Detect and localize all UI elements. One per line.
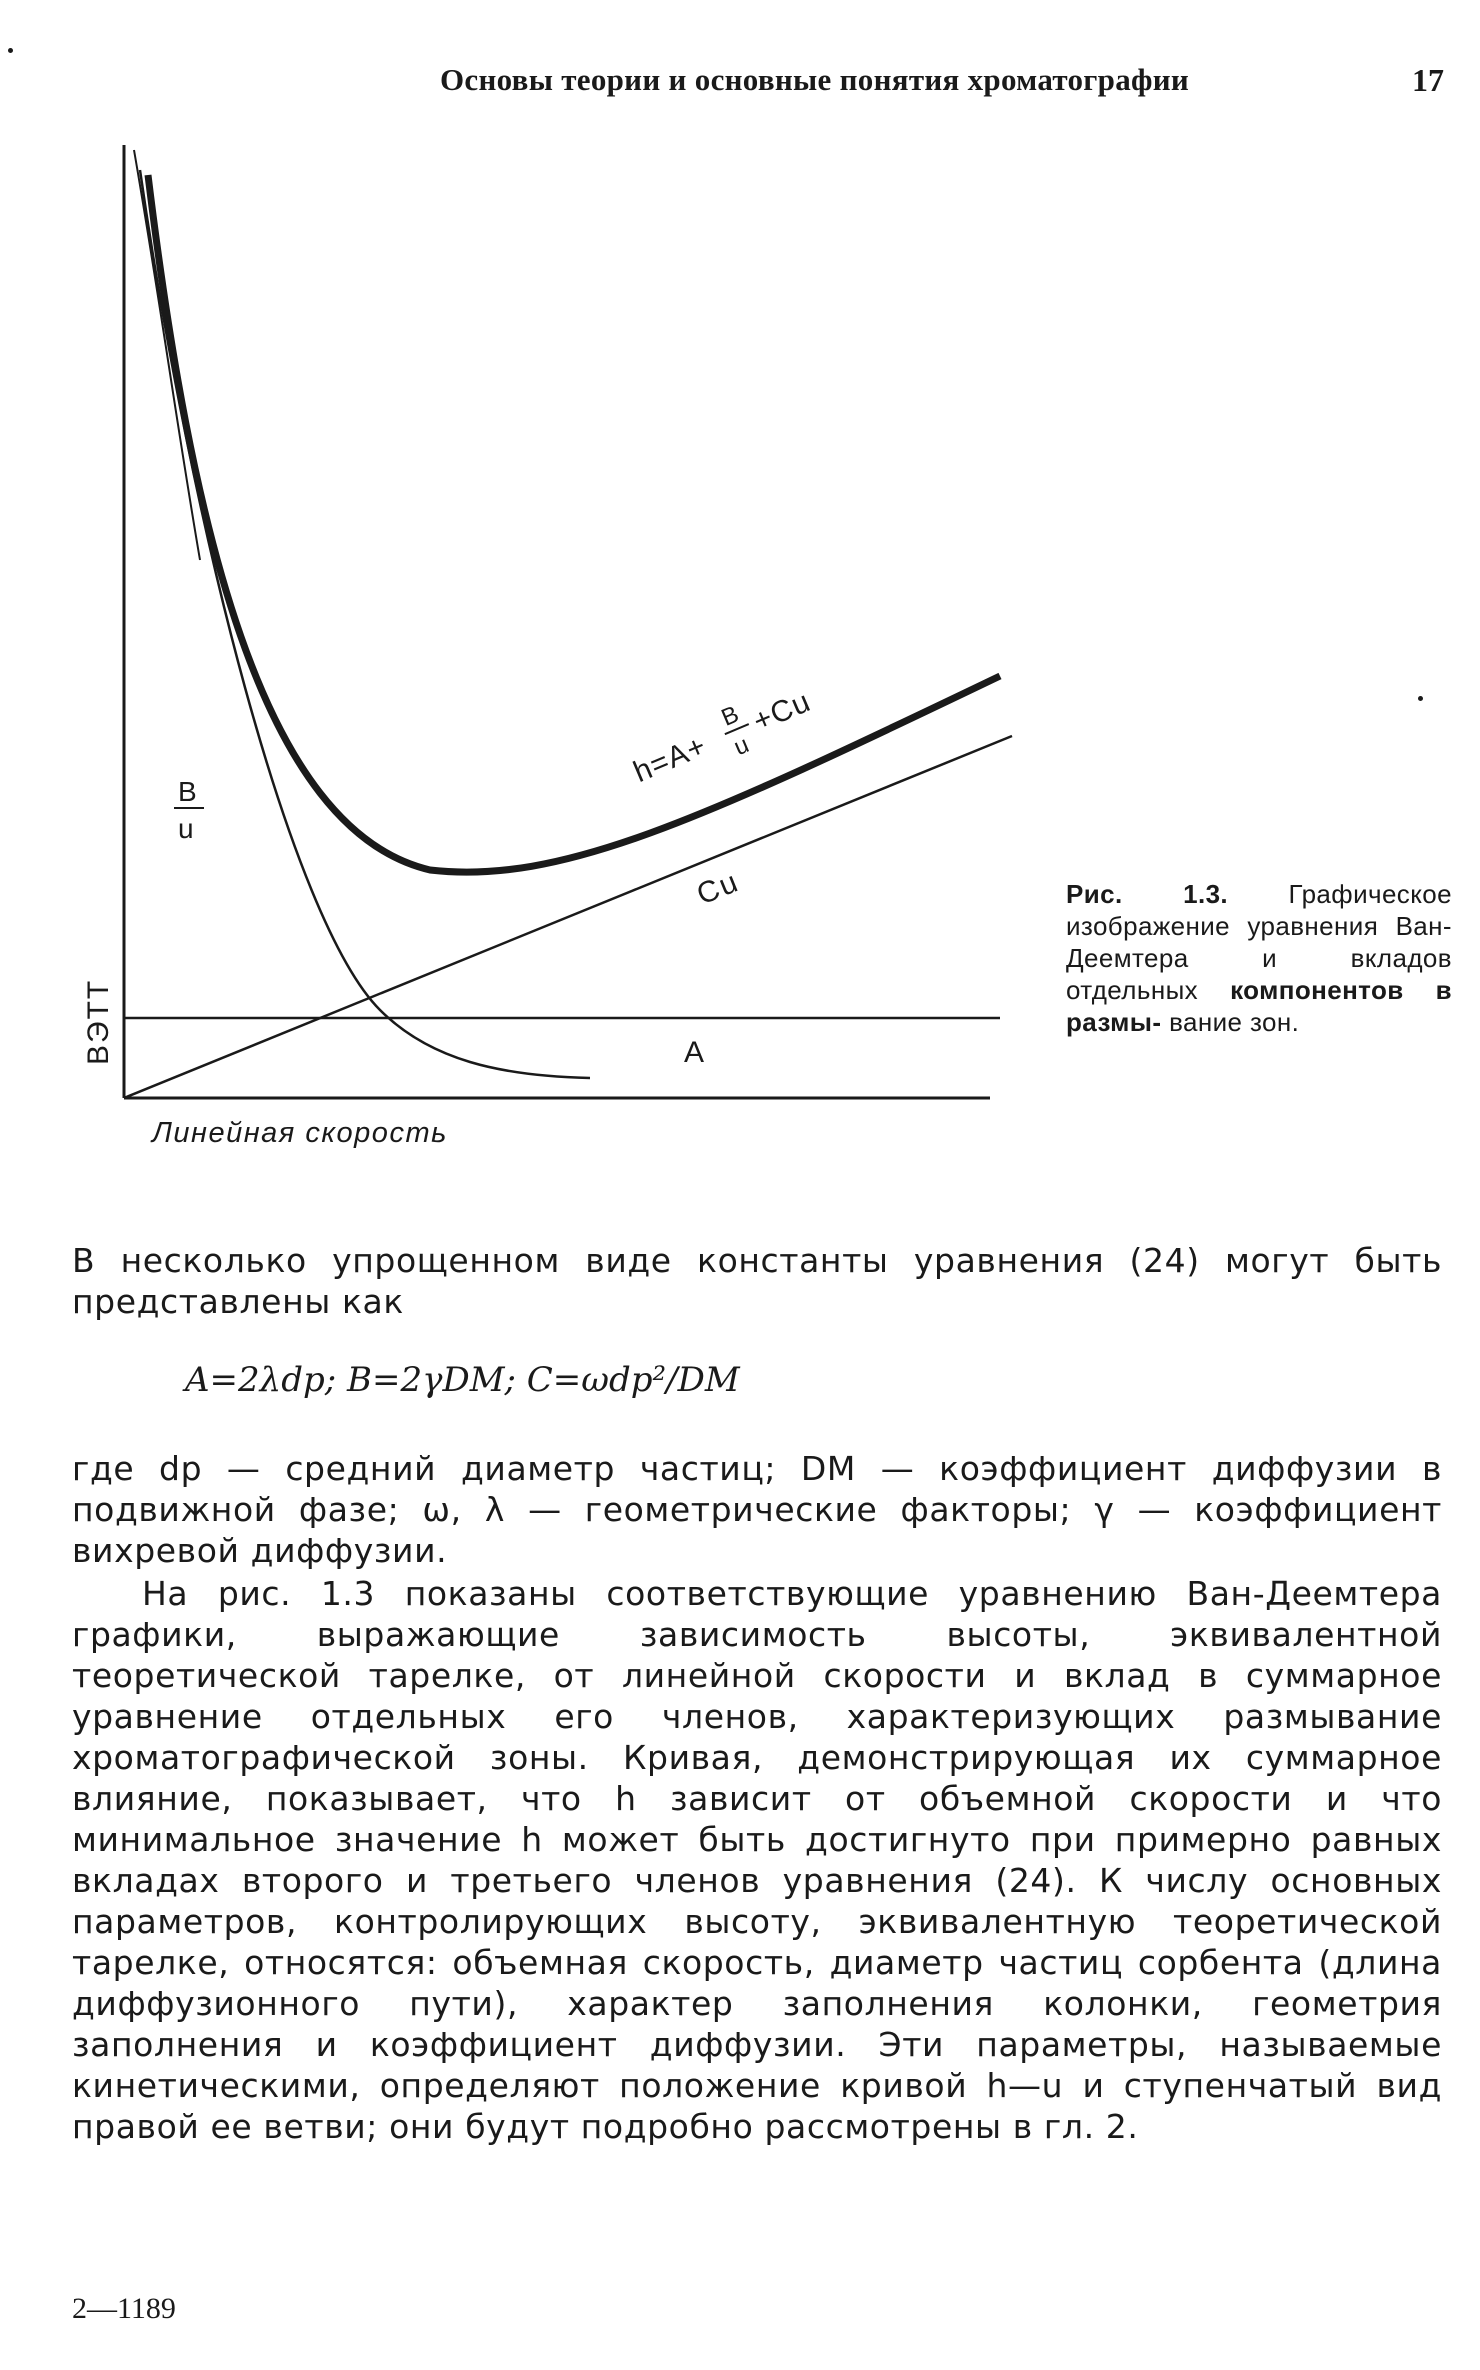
total-equation-prefix: h=A+ <box>628 729 712 790</box>
intro-paragraph: В несколько упрощенном виде константы уравнения (24) могут быть представлены как <box>72 1241 1442 1321</box>
total-h-curve-thin <box>134 150 200 560</box>
x-axis-label: Линейная скорость <box>152 1117 448 1149</box>
bu-label-numerator: B <box>178 776 197 807</box>
bu-label-denominator: u <box>178 813 194 844</box>
discussion-paragraph: На рис. 1.3 показаны соответствующие уравнению Ван-Деемтера графики, выражающие зависимость высоты, эквивалентной теоретической тарелке, от линейной скорости и вклад в суммарное уравнение отдельных его членов, характеризующих размывание хроматографической зоны. Кривая, демонстрирующая их суммарное влияние, показывает, что h зависит от объемной скорости и что минимальное значение h может быть достигнуто при примерно равных вкладах второго и третьего членов уравнения (24). К числу основных параметров, контролирующих высоту, эквивалентную теоретической тарелке, относятся: объемная скорость, диаметр частиц сорбента (длина диффузионного пути), характер заполнения колонки, геометрия заполнения и коэффициент диффузии. Эти параметры, называемые кинетическими, определяют положение кривой h—u и ступенчатый вид правой ее ветви; они будут подробно рассмотрены в гл. 2. <box>72 1574 1442 2146</box>
cu-term-line <box>124 736 1012 1098</box>
intro-paragraph-block <box>72 1240 1442 1322</box>
figure-caption-text-2: вание зон. <box>1169 1007 1300 1037</box>
running-title: Основы теории и основные понятия хроматографии <box>440 62 1190 97</box>
bu-term-curve <box>140 170 590 1078</box>
a-term-label: A <box>684 1036 705 1069</box>
signature-mark: 2—1189 <box>72 2292 176 2325</box>
y-axis-label: ВЭТТ <box>82 978 115 1065</box>
figure-caption <box>1066 878 1452 1038</box>
total-equation-suffix: +Cu <box>748 684 816 739</box>
figure-caption-text-bold: компонентов в размы- <box>1066 975 1453 1037</box>
figure-caption-label: Рис. 1.3. <box>1066 879 1229 909</box>
total-h-curve <box>148 175 1000 872</box>
total-equation-label <box>624 673 821 801</box>
constants-formula: A=2λdp; B=2γDM; C=ωdp²/DM <box>185 1360 740 1400</box>
cu-term-label: Cu <box>692 865 744 912</box>
total-equation-numerator: B <box>717 700 743 732</box>
total-equation-denominator: u <box>730 731 753 762</box>
page-number: 17 <box>1412 62 1444 98</box>
main-text-block <box>72 1448 1442 2147</box>
figure-caption-text-1: Графическое изображение уравнения Ван-Деемтера и вкладов отдельных <box>1066 879 1452 1005</box>
definitions-paragraph: где dp — средний диаметр частиц; DM — коэффициент диффузии в подвижной фазе; ω, λ — геометрические факторы; γ — коэффициент вихревой диффузии. <box>72 1449 1442 1570</box>
